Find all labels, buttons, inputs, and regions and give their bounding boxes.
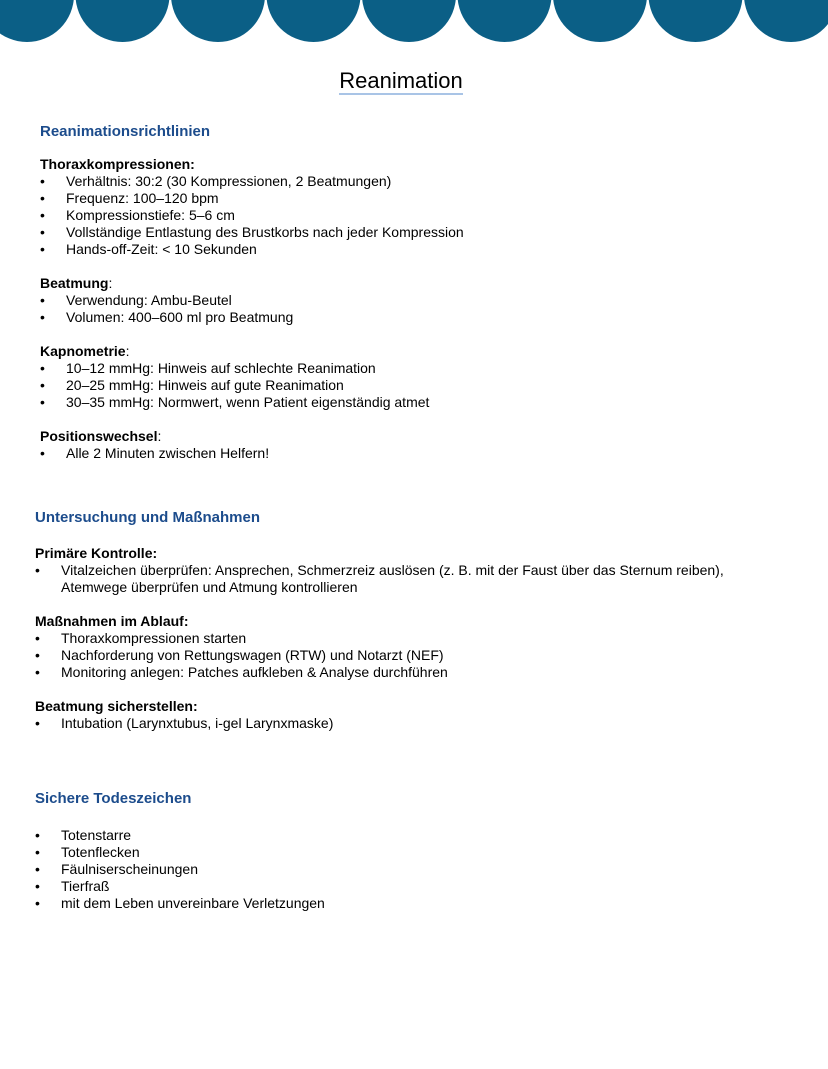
bullet-list [40,445,800,462]
group-heading: Positionswechsel: [40,428,162,444]
list-item: • mit dem Leben unvereinbare Verletzungen [35,895,325,911]
section-sichere-todeszeichen [35,790,805,912]
bullet-icon: • [35,647,40,663]
group-heading: Maßnahmen im Ablauf: [35,613,189,629]
list-item: • Tierfraß [35,878,110,894]
list-item: • Fäulniserscheinungen [35,861,198,877]
bullet-icon: • [40,394,45,410]
bullet-icon: • [40,224,45,240]
group-heading: Beatmung: [40,275,113,291]
bullet-list [40,173,800,258]
bullet-list [40,292,800,326]
group-primaere-kontrolle [35,545,805,596]
list-item: • Totenflecken [35,844,140,860]
group-beatmung [40,275,800,326]
scallop-circle [267,0,361,42]
scallop-circle [171,0,265,42]
scallop-circle [649,0,743,42]
bullet-icon: • [40,445,45,461]
bullet-icon: • [35,630,40,646]
list-item: • Totenstarre [35,827,132,843]
list-item: • Vitalzeichen überprüfen: Ansprechen, Schmerzreiz auslösen (z. B. mit der Faust über das Sternum reiben), Atemwege überprüfen und Atmung kontrollieren [35,562,724,595]
list-item: • 10–12 mmHg: Hinweis auf schlechte Reanimation [40,360,376,376]
scallop-circle [553,0,647,42]
scallop-border [0,0,828,45]
scallop-circle [744,0,828,42]
bullet-icon: • [40,207,45,223]
group-beatmung-sicherstellen [35,698,805,732]
scallop-circle [0,0,74,42]
list-item: • 20–25 mmHg: Hinweis auf gute Reanimation [40,377,344,393]
scallop-circle [76,0,170,42]
bullet-list [35,827,805,912]
bullet-icon: • [40,173,45,189]
bullet-icon: • [35,844,40,860]
section-title: Reanimationsrichtlinien [40,123,211,140]
group-heading: Beatmung sicherstellen: [35,698,198,714]
group-heading: Kapnometrie: [40,343,130,359]
group-heading: Thoraxkompressionen: [40,156,195,172]
list-item: • Hands-off-Zeit: < 10 Sekunden [40,241,257,257]
bullet-icon: • [40,190,45,206]
bullet-list [35,562,805,596]
bullet-icon: • [35,562,40,578]
page-title [0,66,802,96]
list-item: • Verwendung: Ambu-Beutel [40,292,232,308]
group-massnahmen-im-ablauf [35,613,805,681]
bullet-icon: • [35,861,40,877]
list-item: • Nachforderung von Rettungswagen (RTW) und Notarzt (NEF) [35,647,444,663]
page-title-text: Reanimation [339,68,463,93]
list-item: • Verhältnis: 30:2 (30 Kompressionen, 2 Beatmungen) [40,173,392,189]
list-item: • Alle 2 Minuten zwischen Helfern! [40,445,270,461]
bullet-icon: • [35,827,40,843]
scallop-circle [362,0,456,42]
list-item: • Monitoring anlegen: Patches aufkleben & Analyse durchführen [35,664,448,680]
list-item: • Vollständige Entlastung des Brustkorbs nach jeder Kompression [40,224,464,240]
bullet-list [35,630,805,681]
group-heading: Primäre Kontrolle: [35,545,158,561]
scallop-border-graphic [0,0,828,45]
bullet-icon: • [35,664,40,680]
list-item: • 30–35 mmHg: Normwert, wenn Patient eigenständig atmet [40,394,430,410]
bullet-icon: • [40,241,45,257]
section-reanimationsrichtlinien [40,123,800,462]
scallop-circle [458,0,552,42]
section-title: Untersuchung und Maßnahmen [35,509,260,526]
bullet-icon: • [35,895,40,911]
list-item: • Intubation (Larynxtubus, i-gel Larynxmaske) [35,715,334,731]
section-untersuchung-und-massnahmen [35,509,805,732]
bullet-list [40,360,800,411]
bullet-icon: • [35,715,40,731]
group-positionswechsel [40,428,800,462]
list-item: • Kompressionstiefe: 5–6 cm [40,207,235,223]
list-item: • Frequenz: 100–120 bpm [40,190,219,206]
bullet-icon: • [40,377,45,393]
bullet-icon: • [40,292,45,308]
bullet-icon: • [35,878,40,894]
bullet-icon: • [40,309,45,325]
section-title: Sichere Todeszeichen [35,790,192,807]
bullet-icon: • [40,360,45,376]
list-item: • Volumen: 400–600 ml pro Beatmung [40,309,294,325]
group-thoraxkompressionen [40,156,800,258]
bullet-list [35,715,805,732]
list-item: • Thoraxkompressionen starten [35,630,247,646]
group-kapnometrie [40,343,800,411]
